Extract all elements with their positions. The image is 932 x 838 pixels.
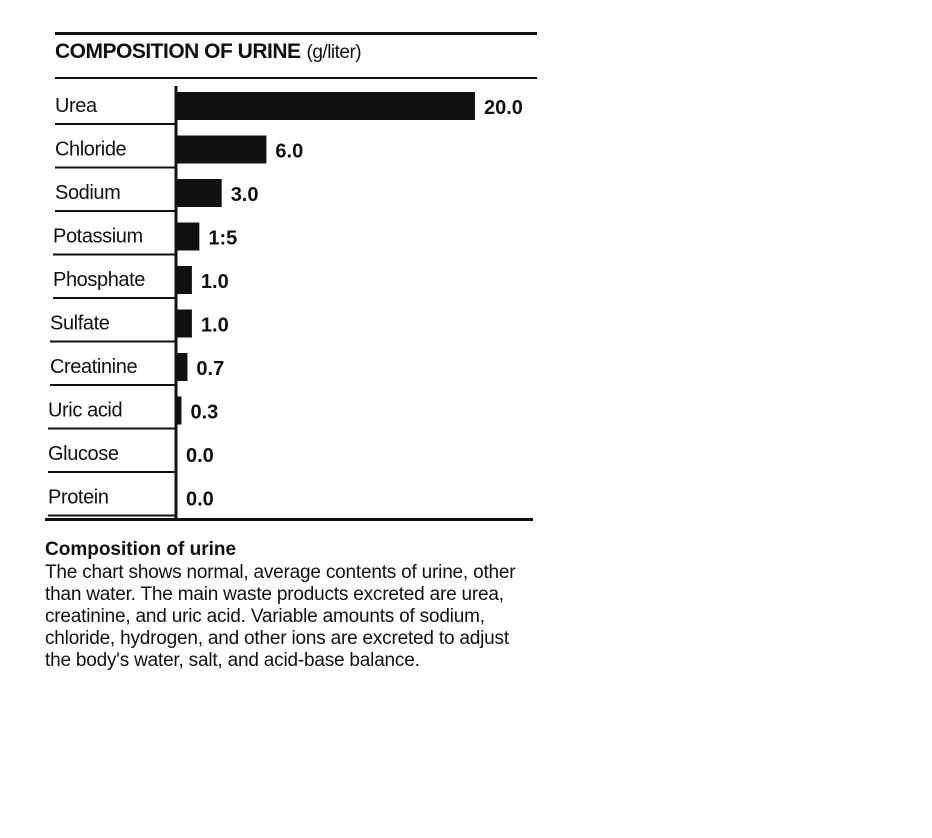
category-label-sodium: Sodium [55, 182, 121, 204]
bar-sulfate [177, 310, 192, 338]
category-label-protein: Protein [48, 486, 109, 509]
value-label-urea: 20.0 [484, 97, 523, 119]
bottom-rule [45, 518, 533, 521]
bar-phosphate [177, 266, 192, 294]
bar-sodium [177, 179, 222, 207]
bar-uric-acid [177, 397, 181, 425]
caption-heading: Composition of urine [45, 539, 237, 560]
value-label-protein: 0.0 [186, 488, 214, 511]
value-label-phosphate: 1.0 [200, 271, 229, 293]
category-label-urea: Urea [55, 95, 97, 117]
bar-potassium [177, 223, 199, 251]
caption-body: The chart shows normal, average contents of urine, other than water. The main waste products excreted are urea, creatinine, and uric acid. Variable amounts of sodium, chloride, hydrogen, and other ions are excreted to adjust the body's water, salt, and acid-base balance. [45, 562, 516, 671]
category-label-uric-acid: Uric acid [48, 399, 123, 422]
bar-creatinine [177, 353, 187, 381]
value-label-chloride: 6.0 [275, 140, 304, 163]
value-label-sulfate: 1.0 [200, 314, 229, 337]
chart-title: COMPOSITION OF URINE [55, 40, 301, 63]
value-label-potassium: 1:5 [208, 227, 238, 250]
category-label-chloride: Chloride [55, 138, 127, 161]
value-label-sodium: 3.0 [230, 184, 259, 206]
value-label-glucose: 0.0 [186, 445, 214, 467]
category-label-creatinine: Creatinine [50, 356, 138, 378]
chart-unit: (g/liter) [306, 42, 362, 63]
value-label-uric-acid: 0.3 [190, 401, 219, 424]
caption [45, 538, 535, 672]
bar-chloride [177, 136, 266, 164]
category-label-potassium: Potassium [53, 225, 143, 248]
value-label-creatinine: 0.7 [196, 358, 225, 380]
category-label-sulfate: Sulfate [50, 312, 110, 335]
category-label-phosphate: Phosphate [53, 269, 146, 291]
bar-urea [177, 92, 475, 120]
category-label-glucose: Glucose [48, 443, 119, 465]
